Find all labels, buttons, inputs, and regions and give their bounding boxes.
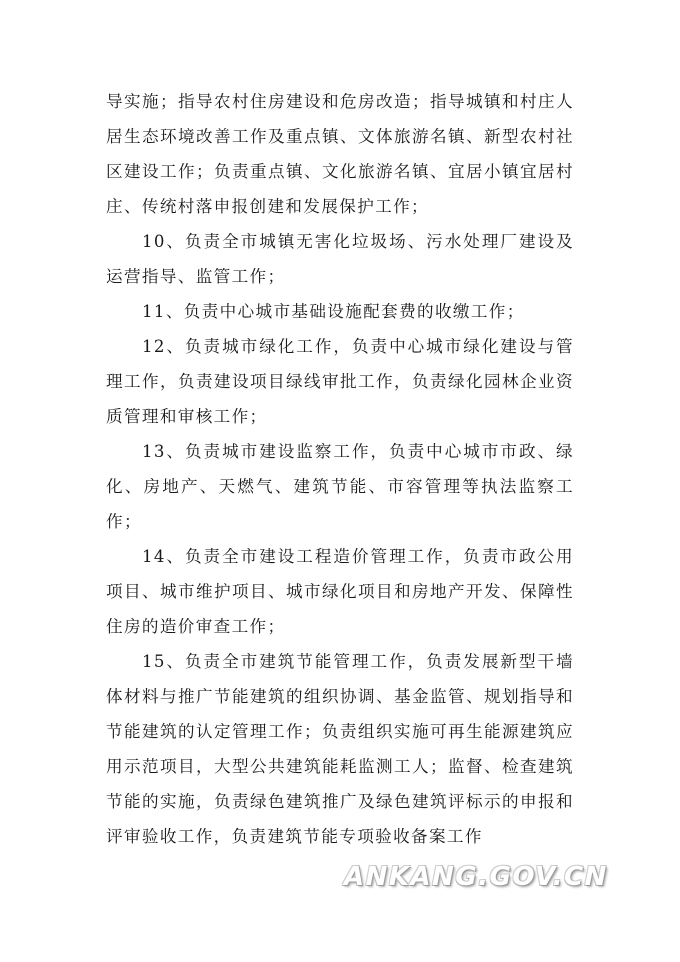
site-watermark: ANKANG.GOV.CN <box>344 862 608 892</box>
paragraph-item-10: 10、负责全市城镇无害化垃圾场、污水处理厂建设及运营指导、监管工作； <box>106 232 574 286</box>
paragraph-item-14: 14、负责全市建设工程造价管理工作，负责市政公用项目、城市维护项目、城市绿化项目和房地产开发、保障性住房的造价审查工作； <box>106 547 574 636</box>
paragraph-item-12: 12、负责城市绿化工作，负责中心城市绿化建设与管理工作，负责建设项目绿线审批工作，负责绿化园林企业资质管理和审核工作； <box>106 337 574 426</box>
paragraph-item-15: 15、负责全市建筑节能管理工作，负责发展新型干墙体材料与推广节能建筑的组织协调、基金监管、规划指导和节能建筑的认定管理工作；负责组织实施可再生能源建筑应用示范项目，大型公共建筑能耗监测工人；监督、检查建筑节能的实施，负责绿色建筑推广及绿色建筑评标示的申报和评审验收工作，负责建筑节能专项验收备案工作 <box>106 652 574 846</box>
document-body <box>106 84 574 854</box>
paragraph-item-11: 11、负责中心城市基础设施配套费的收缴工作； <box>142 302 525 321</box>
paragraph-intro: 导实施；指导农村住房建设和危房改造；指导城镇和村庄人居生态环境改善工作及重点镇、文体旅游名镇、新型农村社区建设工作；负责重点镇、文化旅游名镇、宜居小镇宜居村庄、传统村落申报创建和发展保护工作； <box>106 92 574 216</box>
paragraph-item-13: 13、负责城市建设监察工作，负责中心城市市政、绿化、房地产、天燃气、建筑节能、市容管理等执法监察工作； <box>106 442 574 531</box>
